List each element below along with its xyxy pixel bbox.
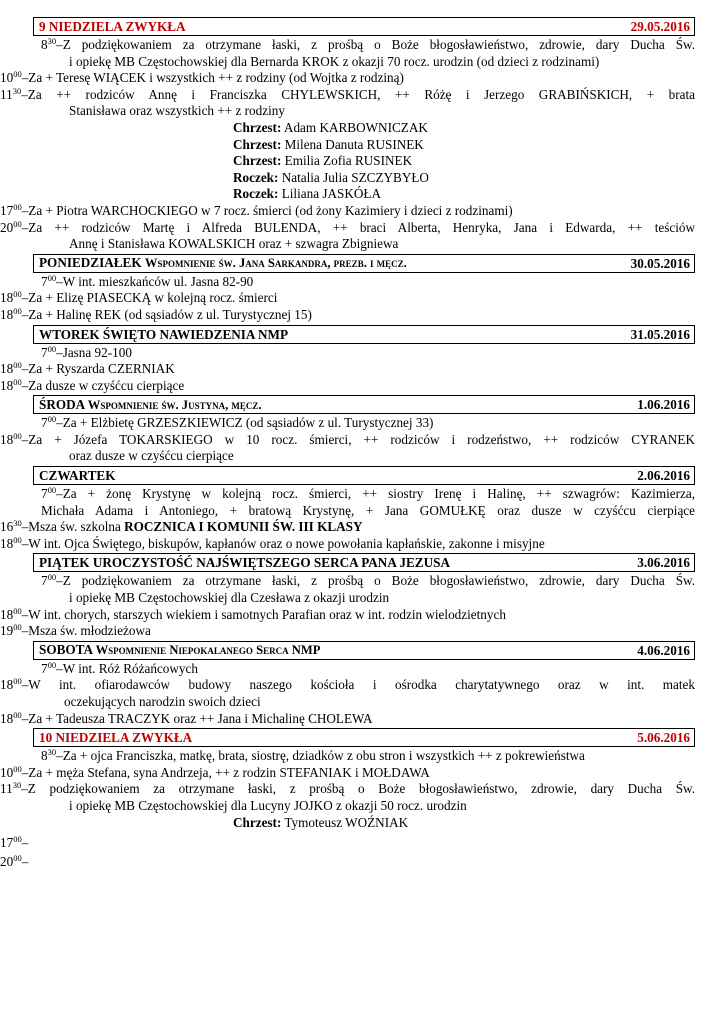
intention-entry — [33, 661, 695, 678]
day-name: ŚRODA — [39, 396, 85, 412]
note-text: Adam KARBOWNICZAK — [283, 119, 428, 135]
intention-text: – — [21, 853, 29, 869]
intention-entry — [0, 607, 695, 624]
note-text: Emilia Zofia RUSINEK — [284, 153, 413, 169]
intention-text: –Za ++ rodziców Martę i Alfreda BULENDA, ++ braci Alberta, Henryka, Jana i Edwarda, ++ teściów — [21, 219, 695, 235]
intention-entry — [0, 432, 695, 465]
intention-entry — [0, 536, 695, 553]
intention-text: –Za + męża Stefana, syna Andrzeja, ++ z rodzin STEFANIAK i MOŁDAWA — [21, 764, 430, 780]
intention-text-cont: Michała Adama i Antoniego, + bratową Krystynę, + Jana GOMUŁKĘ oraz dusze w czyśćcu cierpiące — [41, 502, 695, 518]
day-header — [33, 254, 695, 273]
day-memorial: Wspomnienie św. Jana Sarkandra, prezb. i męcz. — [144, 256, 407, 271]
intention-text: –Za + Ryszarda CZERNIAK — [21, 361, 175, 377]
intention-text: –W int. ofiarodawców budowy naszego kościoła i ośrodka charytatywnego oraz w int. matek — [21, 677, 695, 693]
intention-entry — [0, 70, 695, 87]
day-section-monday — [0, 254, 695, 324]
day-name: SOBOTA — [39, 642, 93, 658]
mass-time: $18^{00}$ — [0, 305, 22, 322]
intention-text: –Za + żonę Krystynę w kolejną rocz. śmierci, ++ siostry Irenę i Halinę, ++ szwagrów: Kazimierza, — [56, 486, 695, 502]
intention-entry — [33, 573, 695, 606]
day-header — [33, 728, 695, 747]
day-name: 10 NIEDZIELA ZWYKŁA — [39, 730, 193, 746]
mass-time: $18^{00}$ — [0, 376, 22, 393]
intention-entry — [33, 486, 695, 519]
sacrament-note — [33, 170, 695, 187]
intention-text: – — [21, 835, 29, 851]
day-date: 2.06.2016 — [637, 468, 690, 484]
note-text: Liliana JASKÓŁA — [281, 186, 381, 202]
intention-text: –Za + Józefa TOKARSKIEGO w 10 rocz. śmierci, ++ rodziców i rodzeństwo, ++ rodziców CYRANEK — [21, 431, 695, 447]
day-memorial: Wspomnienie Niepokalanego Serca NMP — [95, 643, 321, 658]
mass-time: $18^{00}$ — [0, 289, 22, 306]
note-label: Roczek: — [233, 169, 279, 185]
day-name: WTOREK ŚWIĘTO NAWIEDZENIA NMP — [39, 326, 289, 342]
intention-text: –Z podziękowaniem za otrzymane łaski, z prośbą o Boże błogosławieństwo, zdrowie, dary Ducha Św. — [56, 37, 695, 52]
intention-text: –Msza św. młodzieżowa — [21, 623, 151, 639]
mass-time: $18^{00}$ — [0, 360, 22, 377]
sacrament-note — [33, 120, 695, 137]
intention-entry — [0, 307, 695, 324]
intention-text-cont: i opiekę MB Częstochowskiej dla Bernarda KROK z okazji 70 rocz. urodzin (od dzieci z rodzinami) — [69, 53, 600, 69]
intention-text: –Za + Elizę PIASECKĄ w kolejną rocz. śmierci — [21, 290, 278, 306]
intention-entry — [33, 345, 695, 362]
note-label: Roczek: — [233, 186, 279, 202]
note-text: Milena Danuta RUSINEK — [284, 136, 424, 152]
intention-text: –Z podziękowaniem za otrzymane łaski, z prośbą o Boże błogosławieństwo, zdrowie, dary Ducha Św. — [21, 781, 695, 797]
intention-entry — [0, 378, 695, 395]
intention-entry — [0, 203, 695, 220]
mass-time: $7^{00}$ — [41, 343, 57, 360]
sacrament-note — [33, 137, 695, 154]
day-header — [33, 17, 695, 36]
intention-text-cont: Stanisława oraz wszystkich ++ z rodziny — [69, 103, 285, 119]
day-section-sunday-9 — [0, 17, 695, 253]
intention-text: –W int. Ojca Świętego, biskupów, kapłanów oraz o nowe powołania kapłańskie, zakonne i misyjne — [21, 535, 545, 551]
day-header — [33, 553, 695, 572]
intention-text-cont: oraz dusze w czyśćcu cierpiące — [69, 448, 234, 464]
intention-text-cont: oczekujących narodzin swoich dzieci — [64, 694, 261, 709]
intention-text: –W int. mieszkańców ul. Jasna 82-90 — [56, 273, 254, 289]
note-label: Chrzest: — [233, 153, 282, 169]
mass-time: $20^{00}$ — [0, 218, 22, 235]
mass-time: $8^{30}$ — [41, 747, 57, 764]
mass-time: $18^{00}$ — [0, 709, 22, 726]
intentions-sheet — [0, 16, 695, 870]
intention-text: –Za + Elżbietę GRZESZKIEWICZ (od sąsiadów z ul. Turystycznej 33) — [56, 415, 434, 431]
intention-text-cont: i opiekę MB Częstochowskiej dla Czesława z okazji urodzin — [69, 590, 390, 606]
day-section-tuesday — [0, 325, 695, 395]
day-header — [33, 395, 695, 414]
intention-entry — [0, 290, 695, 307]
day-date: 4.06.2016 — [637, 642, 690, 658]
sacrament-note — [33, 815, 695, 832]
day-header — [33, 466, 695, 485]
day-header — [33, 325, 695, 344]
intention-entry — [0, 765, 695, 782]
intention-entry — [33, 748, 695, 765]
mass-time: $18^{00}$ — [0, 676, 22, 693]
day-date: 29.05.2016 — [630, 19, 690, 34]
mass-time: $7^{00}$ — [41, 659, 57, 676]
intention-text: –Za + Halinę REK (od sąsiadów z ul. Turystycznej 15) — [21, 306, 312, 322]
day-header — [33, 641, 695, 660]
intention-text: –Msza św. szkolna ROCZNICA I KOMUNII ŚW. III KLASY — [21, 519, 363, 535]
day-section-thursday — [0, 466, 695, 552]
intention-entry — [0, 677, 695, 710]
intention-text: –Za ++ rodziców Annę i Franciszka CHYLEWSKICH, ++ Różę i Jerzego GRABIŃSKICH, + brata — [21, 86, 695, 102]
day-date: 1.06.2016 — [637, 397, 690, 413]
mass-time: $7^{00}$ — [41, 272, 57, 289]
highlight-text: ROCZNICA I KOMUNII ŚW. III KLASY — [124, 519, 363, 535]
intention-text: –Za dusze w czyśćcu cierpiące — [21, 377, 185, 393]
intention-text: –W int. Róż Różańcowych — [56, 660, 198, 676]
mass-time: $18^{00}$ — [0, 605, 22, 622]
mass-time: $17^{00}$ — [0, 201, 22, 218]
intention-entry — [0, 781, 695, 814]
intention-text: –Za + Piotra WARCHOCKIEGO w 7 rocz. śmierci (od żony Kazimiery i dzieci z rodzinami) — [21, 202, 513, 218]
mass-time: $10^{00}$ — [0, 69, 22, 86]
day-memorial: Wspomnienie św. Justyna, męcz. — [87, 397, 262, 412]
sacrament-note — [33, 186, 695, 203]
intention-text-cont: i opiekę MB Częstochowskiej dla Lucyny JOJKO z okazji 50 rocz. urodzin — [69, 797, 467, 813]
mass-time: $18^{00}$ — [0, 534, 22, 551]
intention-text: –Jasna 92-100 — [56, 344, 132, 360]
mass-time: $7^{00}$ — [41, 485, 57, 502]
day-date: 30.05.2016 — [630, 255, 690, 271]
mass-time: $7^{00}$ — [41, 414, 57, 431]
mass-time: $20^{00}$ — [0, 852, 22, 869]
intention-entry — [0, 835, 695, 852]
mass-time: $18^{00}$ — [0, 430, 22, 447]
note-text: Tymoteusz WOŹNIAK — [284, 814, 409, 830]
mass-time: $11^{30}$ — [0, 780, 22, 797]
intention-entry — [0, 623, 695, 640]
day-section-wednesday — [0, 395, 695, 465]
note-label: Chrzest: — [233, 136, 282, 152]
day-section-friday — [0, 553, 695, 639]
mass-time: $8^{30}$ — [41, 36, 57, 52]
day-date: 5.06.2016 — [637, 730, 690, 746]
intention-entry — [0, 711, 695, 728]
intention-entry — [0, 361, 695, 378]
mass-time: $16^{30}$ — [0, 518, 22, 535]
intention-text: –Za + Tadeusza TRACZYK oraz ++ Jana i Michalinę CHOLEWA — [21, 710, 373, 726]
day-name: CZWARTEK — [39, 468, 116, 484]
mass-time: $10^{00}$ — [0, 763, 22, 780]
day-name: PONIEDZIAŁEK — [39, 255, 142, 271]
mass-time: $7^{00}$ — [41, 572, 57, 589]
day-date: 31.05.2016 — [630, 326, 690, 342]
intention-entry — [0, 854, 695, 871]
note-text: Natalia Julia SZCZYBYŁO — [281, 169, 429, 185]
intention-text: –Za + Teresę WIĄCEK i wszystkich ++ z rodziny (od Wojtka z rodziną) — [21, 70, 404, 86]
note-label: Chrzest: — [233, 814, 282, 830]
intention-entry — [33, 37, 695, 70]
intention-entry — [0, 519, 695, 536]
intention-text: –Za + ojca Franciszka, matkę, brata, siostrę, dziadków z obu stron i wszystkich ++ z pokrewieństwa — [56, 748, 585, 764]
intention-entry — [0, 87, 695, 120]
intention-entry — [33, 274, 695, 291]
day-name: 9 NIEDZIELA ZWYKŁA — [39, 19, 186, 34]
day-date: 3.06.2016 — [637, 555, 690, 571]
mass-time: $11^{30}$ — [0, 85, 22, 102]
day-name: PIĄTEK UROCZYSTOŚĆ NAJŚWIĘTSZEGO SERCA PANA JEZUSA — [39, 555, 450, 571]
mass-time: $19^{00}$ — [0, 622, 22, 639]
intention-text: –Z podziękowaniem za otrzymane łaski, z prośbą o Boże błogosławieństwo, zdrowie, dary Ducha Św. — [56, 573, 695, 589]
sacrament-note — [33, 153, 695, 170]
day-section-sunday-10 — [0, 728, 695, 870]
intention-text-cont: Annę i Stanisława KOWALSKICH oraz + szwagra Zbigniewa — [69, 236, 399, 252]
day-section-saturday — [0, 641, 695, 727]
mass-time: $17^{00}$ — [0, 834, 22, 851]
intention-text: –W int. chorych, starszych wiekiem i samotnych Parafian oraz w int. rodzin wielodzietnych — [21, 606, 506, 622]
intention-entry — [0, 220, 695, 253]
note-label: Chrzest: — [233, 119, 282, 135]
intention-entry — [33, 415, 695, 432]
